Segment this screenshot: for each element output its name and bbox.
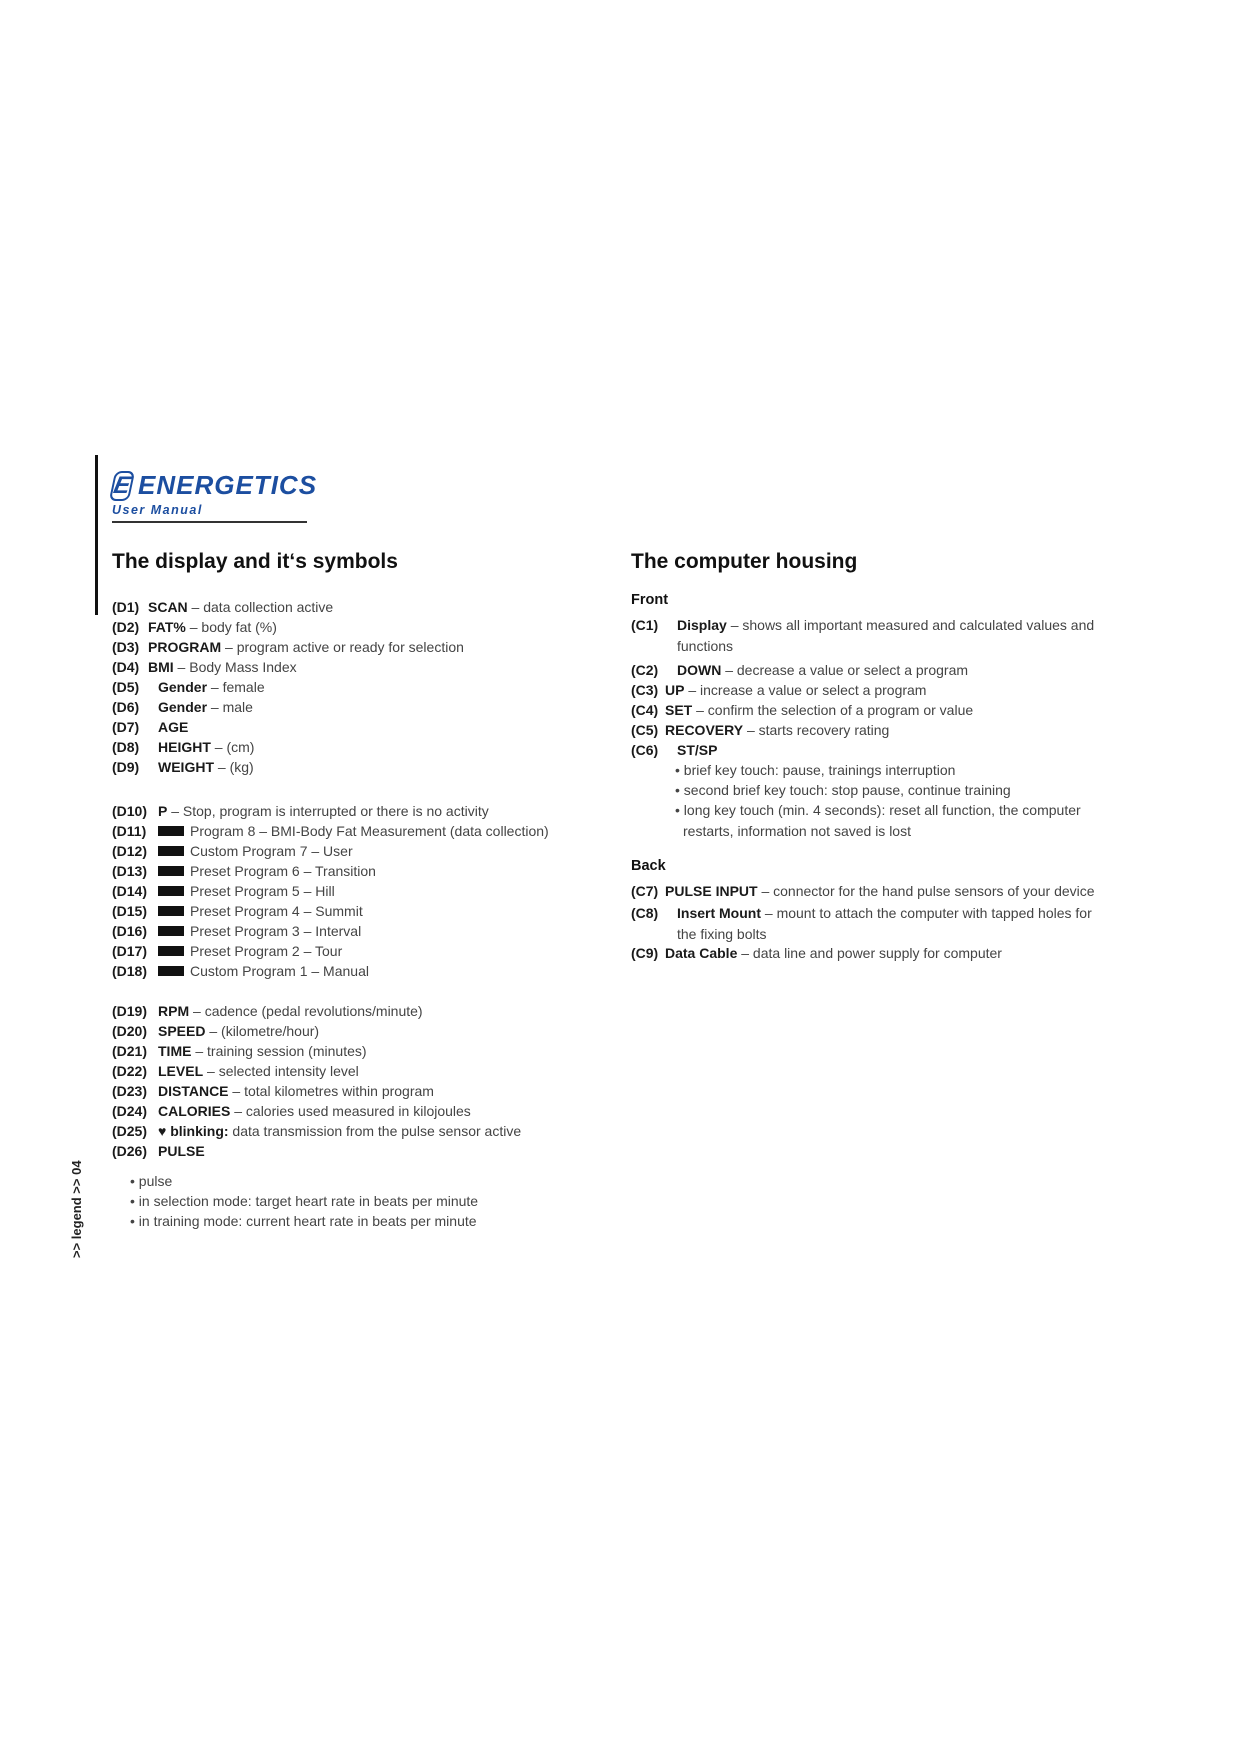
legend-item xyxy=(631,701,973,719)
description-continuation: functions xyxy=(677,638,734,654)
item-code: (D8) xyxy=(112,739,140,755)
st-sp-bullet: • second brief key touch: stop pause, continue training xyxy=(675,782,1011,798)
legend-item xyxy=(112,658,297,676)
item-label: AGE xyxy=(158,719,189,735)
item-label: BMI xyxy=(148,659,174,675)
item-description: – increase a value or select a program xyxy=(684,682,927,698)
page-section-label: >> legend >> 04 xyxy=(69,1160,84,1258)
item-description: – female xyxy=(207,679,265,695)
legend-item xyxy=(112,962,369,980)
item-description: – (kilometre/hour) xyxy=(205,1023,320,1039)
item-code: (D4) xyxy=(112,659,140,675)
item-description: Preset Program 4 – Summit xyxy=(190,903,363,919)
item-code: (D18) xyxy=(112,963,148,979)
legend-item xyxy=(631,721,889,739)
description-continuation: restarts, information not saved is lost xyxy=(683,823,911,839)
item-description: data transmission from the pulse sensor active xyxy=(228,1123,522,1139)
item-code: (C9) xyxy=(631,945,659,961)
item-code: (D23) xyxy=(112,1083,148,1099)
item-description: Custom Program 1 – Manual xyxy=(190,963,369,979)
program-5-icon xyxy=(158,886,184,896)
item-description: – starts recovery rating xyxy=(743,722,890,738)
legend-item xyxy=(112,618,277,636)
item-description: – total kilometres within program xyxy=(228,1083,434,1099)
item-code: (D1) xyxy=(112,599,140,615)
program-8-icon xyxy=(158,826,184,836)
legend-item xyxy=(112,802,489,820)
brand-subtitle: User Manual xyxy=(112,503,203,517)
item-label: HEIGHT xyxy=(158,739,211,755)
legend-item xyxy=(631,681,926,699)
item-code: (C5) xyxy=(631,722,659,738)
item-description: – calories used measured in kilojoules xyxy=(230,1103,471,1119)
legend-item xyxy=(631,882,1095,900)
item-label: RECOVERY xyxy=(665,722,744,738)
item-description: – program active or ready for selection xyxy=(221,639,464,655)
item-code: (D13) xyxy=(112,863,148,879)
item-label: PULSE xyxy=(158,1143,205,1159)
item-code: (D7) xyxy=(112,719,140,735)
item-label: Data Cable xyxy=(665,945,738,961)
item-code: (D24) xyxy=(112,1103,148,1119)
legend-item xyxy=(112,598,333,616)
item-code: (C7) xyxy=(631,883,659,899)
item-code: (D3) xyxy=(112,639,140,655)
item-code: (D22) xyxy=(112,1063,148,1079)
item-code: (D12) xyxy=(112,843,148,859)
legend-item xyxy=(112,1062,359,1080)
item-description: – confirm the selection of a program or value xyxy=(692,702,974,718)
program-6-icon xyxy=(158,866,184,876)
brand-logo xyxy=(111,470,318,525)
legend-item xyxy=(112,1002,423,1020)
item-description: – cadence (pedal revolutions/minute) xyxy=(189,1003,423,1019)
item-description: – decrease a value or select a program xyxy=(721,662,969,678)
pulse-bullet: • in selection mode: target heart rate in beats per minute xyxy=(130,1193,479,1209)
item-description: Preset Program 6 – Transition xyxy=(190,863,376,879)
item-description: Preset Program 2 – Tour xyxy=(190,943,343,959)
item-label: Insert Mount xyxy=(677,905,761,921)
legend-item xyxy=(112,862,376,880)
legend-item xyxy=(112,1102,471,1120)
item-label: PULSE INPUT xyxy=(665,883,758,899)
item-description: – data collection active xyxy=(187,599,334,615)
item-label: FAT% xyxy=(148,619,186,635)
front-subheading: Front xyxy=(631,592,669,608)
item-code: (C8) xyxy=(631,905,659,921)
item-description: – Stop, program is interrupted or there is no activity xyxy=(167,803,489,819)
item-description: – mount to attach the computer with tapped holes for xyxy=(761,905,1092,921)
legend-item xyxy=(112,698,253,716)
item-code: (D15) xyxy=(112,903,148,919)
item-code: (C1) xyxy=(631,617,659,633)
brand-name: ENERGETICS xyxy=(138,470,318,500)
legend-item xyxy=(112,738,254,756)
legend-item xyxy=(112,758,254,776)
legend-item xyxy=(631,944,1002,962)
item-label: SET xyxy=(665,702,693,718)
item-description: – data line and power supply for computer xyxy=(737,945,1002,961)
item-code: (D20) xyxy=(112,1023,148,1039)
item-label: CALORIES xyxy=(158,1103,231,1119)
item-code: (D19) xyxy=(112,1003,148,1019)
item-code: (D14) xyxy=(112,883,148,899)
item-description: – shows all important measured and calculated values and xyxy=(726,617,1095,633)
program-1-icon xyxy=(158,966,184,976)
item-label: Gender xyxy=(158,699,208,715)
item-code: (C3) xyxy=(631,682,659,698)
item-description: – training session (minutes) xyxy=(191,1043,367,1059)
housing-section-heading: The computer housing xyxy=(631,550,858,573)
program-2-icon xyxy=(158,946,184,956)
item-description: Preset Program 3 – Interval xyxy=(190,923,362,939)
item-label: ST/SP xyxy=(677,742,718,758)
item-label: Gender xyxy=(158,679,208,695)
item-description: Preset Program 5 – Hill xyxy=(190,883,335,899)
item-description: Program 8 – BMI-Body Fat Measurement (data collection) xyxy=(190,823,549,839)
item-description: – (cm) xyxy=(210,739,255,755)
item-label: ♥ blinking: xyxy=(158,1123,229,1139)
legend-item xyxy=(112,842,353,860)
legend-item xyxy=(112,922,361,940)
item-code: (D5) xyxy=(112,679,140,695)
item-label: RPM xyxy=(158,1003,190,1019)
item-description: – body fat (%) xyxy=(185,619,277,635)
item-label: SCAN xyxy=(148,599,188,615)
item-code: (C6) xyxy=(631,742,659,758)
item-label: Display xyxy=(677,617,727,633)
item-label: TIME xyxy=(158,1043,192,1059)
legend-item xyxy=(112,1122,521,1140)
item-code: (D17) xyxy=(112,943,148,959)
item-code: (D21) xyxy=(112,1043,148,1059)
item-label: WEIGHT xyxy=(158,759,214,775)
item-code: (D26) xyxy=(112,1143,148,1159)
program-4-icon xyxy=(158,906,184,916)
legend-item xyxy=(112,718,188,736)
pulse-bullet: • pulse xyxy=(130,1173,173,1189)
item-description: – Body Mass Index xyxy=(173,659,297,675)
item-description: – connector for the hand pulse sensors of your device xyxy=(757,883,1095,899)
st-sp-bullet: • brief key touch: pause, trainings interruption xyxy=(675,762,956,778)
item-label: UP xyxy=(665,682,685,698)
program-7-icon xyxy=(158,846,184,856)
item-description: – male xyxy=(207,699,253,715)
legend-item xyxy=(112,882,335,900)
legend-item xyxy=(631,741,717,759)
legend-item xyxy=(112,942,342,960)
item-description: – (kg) xyxy=(214,759,254,775)
legend-item xyxy=(112,1042,367,1060)
program-3-icon xyxy=(158,926,184,936)
item-label: PROGRAM xyxy=(148,639,222,655)
item-label: DISTANCE xyxy=(158,1083,229,1099)
legend-item xyxy=(112,1142,205,1160)
item-code: (D25) xyxy=(112,1123,148,1139)
item-code: (D11) xyxy=(112,823,147,839)
legend-item xyxy=(631,661,968,679)
item-label: P xyxy=(158,803,168,819)
back-subheading: Back xyxy=(631,858,666,874)
st-sp-bullet: • long key touch (min. 4 seconds): reset all function, the computer xyxy=(675,802,1081,818)
legend-item xyxy=(112,822,549,840)
item-label: SPEED xyxy=(158,1023,206,1039)
item-code: (C2) xyxy=(631,662,659,678)
display-section-heading: The display and it‘s symbols xyxy=(112,550,398,573)
item-label: LEVEL xyxy=(158,1063,204,1079)
item-code: (C4) xyxy=(631,702,659,718)
legend-item xyxy=(112,638,464,656)
legend-item xyxy=(112,1022,319,1040)
pulse-bullet: • in training mode: current heart rate in beats per minute xyxy=(130,1213,477,1229)
legend-item xyxy=(112,1082,434,1100)
item-code: (D2) xyxy=(112,619,140,635)
energetics-logo-icon: E xyxy=(109,471,135,501)
item-code: (D16) xyxy=(112,923,148,939)
logo-underline xyxy=(112,521,307,523)
legend-item xyxy=(631,616,1094,634)
item-description: Custom Program 7 – User xyxy=(190,843,353,859)
legend-item xyxy=(112,678,265,696)
page-margin-bar xyxy=(95,455,98,615)
item-code: (D6) xyxy=(112,699,140,715)
item-label: DOWN xyxy=(677,662,722,678)
description-continuation: the fixing bolts xyxy=(677,926,767,942)
item-description: – selected intensity level xyxy=(203,1063,359,1079)
legend-item xyxy=(112,902,363,920)
item-code: (D9) xyxy=(112,759,140,775)
item-code: (D10) xyxy=(112,803,148,819)
legend-item xyxy=(631,904,1092,922)
